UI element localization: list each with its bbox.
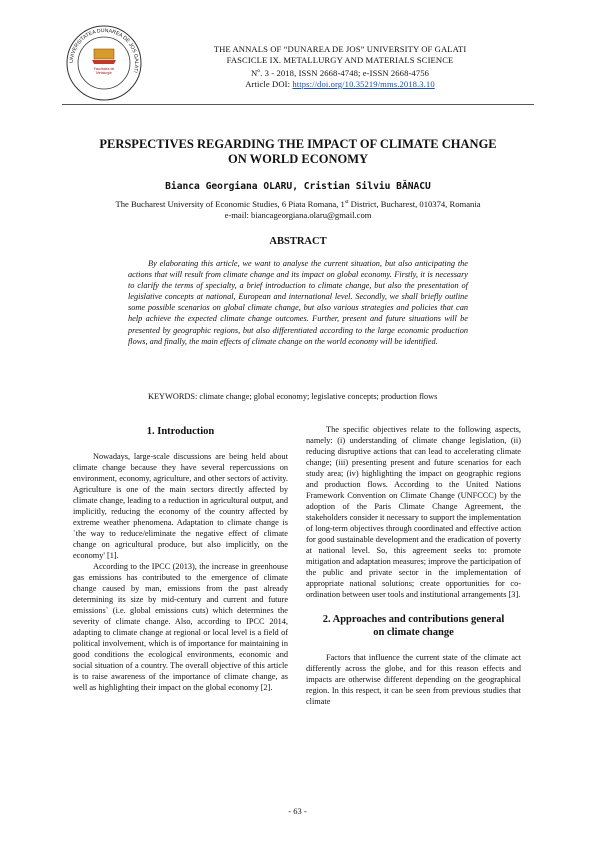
journal-header — [160, 44, 520, 90]
section-heading-introduction: 1. Introduction — [146, 426, 215, 437]
journal-issue: $N^o$. 3 - 2018, ISSN 2668-4748; e-ISSN 2668-4756 — [250, 67, 430, 78]
intro-paragraph-1: Nowadays, large-scale discussions are being held about climate change because they have several repercussions on environment, economy, agriculture, and other sectors of activity. Agriculture is one of the main sectors directly affected by climate change, leading to a reduction in agricultural output, and implicitly, reducing the economy of the country affected by extreme weather phenomena. Adaptation to climate change is `the way to reduce/eliminate the negative effect of climate change on agricultural produce, but also implicitly, on the economy' [1]. — [73, 452, 288, 560]
paper-title: PERSPECTIVES REGARDING THE IMPACT OF CLIMATE CHANGE ON WORLD ECONOMY — [99, 137, 497, 166]
article-doi: Article DOI: https://doi.org/10.35219/mms.2018.3.10 — [245, 78, 435, 89]
journal-fascicle: FASCICLE IX. METALLURGY AND MATERIALS SCIENCE — [226, 55, 454, 65]
svg-text:Metalurgie: Metalurgie — [96, 71, 112, 75]
author-affiliation: The Bucharest University of Economic Studies, 6 Piata Romana, 1st District, Bucharest, 010374, Romania e-mail: biancageorgiana.olaru@gmail.com — [62, 197, 534, 221]
page-number: - 63 - — [288, 806, 307, 816]
left-column — [73, 425, 288, 693]
paper-authors: Bianca Georgiana OLARU, Cristian Silviu BĂNACU — [165, 181, 431, 192]
section-heading-approaches: 2. Approaches and contributions general on climate change — [322, 614, 505, 638]
logo-ring-text: UNIVERSITATEA DUNAREA DE JOS GALATI — [68, 27, 140, 74]
svg-text:Facultatea de: Facultatea de — [93, 67, 115, 71]
journal-title: THE ANNALS OF “DUNAREA DE JOS” UNIVERSITY OF GALATI — [213, 44, 467, 54]
keywords: KEYWORDS: climate change; global economy; legislative concepts; production flows — [148, 392, 438, 401]
header-divider — [62, 104, 534, 105]
right-column — [306, 424, 521, 707]
abstract-heading: ABSTRACT — [269, 236, 327, 247]
author-email: e-mail: biancageorgiana.olaru@gmail.com — [224, 209, 372, 220]
approaches-paragraph-1: Factors that influence the current state of the climate act differently across the globe, and for this reason effects and impacts are otherwise different depending on the geographical region. In this respect, it can be seen from previous studies that climate — [306, 653, 521, 706]
university-seal-logo — [65, 24, 143, 102]
doi-link[interactable]: https://doi.org/10.35219/mms.2018.3.10 — [292, 78, 435, 89]
objectives-paragraph: The specific objectives relate to the following aspects, namely: (i) understanding of climate change legislation, (ii) reducing disruptive actions that can lead to accelerating climate change; (iii) presenting present and future scenarios for each study area; (iv) highlighting the impact on geographic regions and production flows. According to the United Nations Framework Convention on Climate Change (UNFCCC) by the adoption of the Paris Climate Change Agreement, the stakeholders consider it necessary to support the implementation of long-term objectives through coordinated and effective action for good sustainable development and the eradication of poverty at national level. So, this agreement seeks to: promote mitigation and adaptation measures; improve the participation of the public and private sector in the implementation of appropriate national solutions; create opportunities for co-ordination between user tools and institutional arrangements [3]. — [306, 425, 521, 599]
abstract-text: By elaborating this article, we want to analyse the current situation, but also anticipating the actions that will result from climate change and its impact on global economy. Firstly, it is necessary to clarify the terms of specialty, a brief introduction to climate change, but also the presentation of legislative concepts at national, European and international level. Secondly, we shall briefly outline some possible scenarios on global climate change, but also various strategies and policies that can help achieve the expected climate change outcomes. Further, present and future situations will be presented by geographic regions, but also differentiated according to the large economic production flows, and finally, the main effects of climate change on the world economy will be identified. — [128, 259, 468, 346]
intro-paragraph-2: According to the IPCC (2013), the increase in greenhouse gas emissions has contributed to the emergence of climate change caused by man, emissions from the past already determining its size by mid-century and current and future emissions` (i.e. global emissions cuts) which determines the severity of climate change. Also, according to IPCC 2014, adapting to climate change at regional or local level is a field of political involvement, which is of importance for maintaining in good conditions the ecological environments, economic and social situation of a country. The overall objective of this article is to raise awareness of the importance of climate change, as well as highlighting their impact on the global economy [2]. — [73, 562, 288, 692]
